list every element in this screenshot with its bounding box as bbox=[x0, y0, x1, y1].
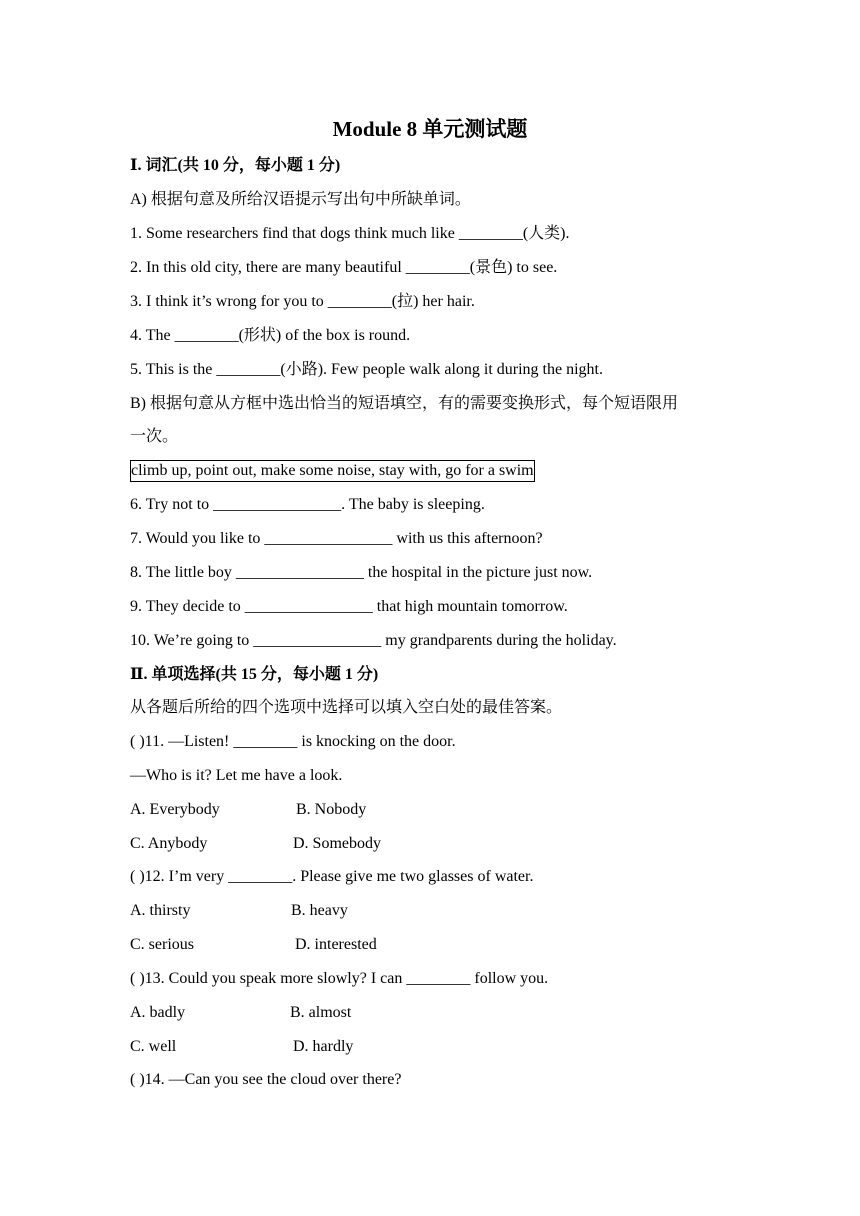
question-12-option-a: A. thirsty bbox=[130, 902, 191, 919]
word-box: climb up, point out, make some noise, stay with, go for a swim bbox=[130, 460, 535, 482]
question-5: 5. This is the ________(小路). Few people walk along it during the night. bbox=[130, 361, 603, 378]
question-13-option-c: C. well bbox=[130, 1038, 177, 1055]
question-2: 2. In this old city, there are many beautiful ________(景色) to see. bbox=[130, 259, 558, 276]
section2-heading: Ⅱ. 单项选择(共 15 分，每小题 1 分) bbox=[130, 666, 379, 683]
question-4: 4. The ________(形状) of the box is round. bbox=[130, 327, 411, 344]
question-12-option-c: C. serious bbox=[130, 936, 194, 953]
question-7: 7. Would you like to ________________ with us this afternoon? bbox=[130, 530, 543, 547]
question-8: 8. The little boy ________________ the hospital in the picture just now. bbox=[130, 564, 593, 581]
section1-heading: Ⅰ. 词汇(共 10 分，每小题 1 分) bbox=[130, 157, 341, 174]
question-13-stem: ( )13. Could you speak more slowly? I can ________ follow you. bbox=[130, 970, 549, 987]
page-title: Module 8 单元测试题 bbox=[332, 117, 528, 141]
question-10: 10. We’re going to ________________ my grandparents during the holiday. bbox=[130, 632, 617, 649]
question-13-option-b: B. almost bbox=[290, 1004, 352, 1021]
question-11-option-b: B. Nobody bbox=[296, 801, 367, 818]
question-13-option-d: D. hardly bbox=[293, 1038, 354, 1055]
question-12-option-d: D. interested bbox=[295, 936, 377, 953]
question-1: 1. Some researchers find that dogs think much like ________(人类). bbox=[130, 225, 570, 242]
section1-partB-instruction: B) 根据句意从方框中选出恰当的短语填空，有的需要变换形式，每个短语限用 bbox=[130, 395, 679, 412]
question-9: 9. They decide to ________________ that high mountain tomorrow. bbox=[130, 598, 568, 615]
question-3: 3. I think it’s wrong for you to ________(拉) her hair. bbox=[130, 293, 475, 310]
question-11-option-a: A. Everybody bbox=[130, 801, 220, 818]
section1-partB-instruction-cont: 一次。 bbox=[130, 428, 179, 445]
question-11-option-c: C. Anybody bbox=[130, 835, 208, 852]
question-6: 6. Try not to ________________. The baby is sleeping. bbox=[130, 496, 485, 513]
question-12-option-b: B. heavy bbox=[291, 902, 348, 919]
question-12-stem: ( )12. I’m very ________. Please give me two glasses of water. bbox=[130, 868, 534, 885]
question-13-option-a: A. badly bbox=[130, 1004, 186, 1021]
section1-partA-instruction: A) 根据句意及所给汉语提示写出句中所缺单词。 bbox=[130, 191, 471, 208]
question-11-dialogue: —Who is it? Let me have a look. bbox=[130, 767, 343, 784]
question-14-stem: ( )14. —Can you see the cloud over there? bbox=[130, 1071, 402, 1088]
section2-instruction: 从各题后所给的四个选项中选择可以填入空白处的最佳答案。 bbox=[130, 699, 563, 716]
question-11-stem: ( )11. —Listen! ________ is knocking on the door. bbox=[130, 733, 456, 750]
question-11-option-d: D. Somebody bbox=[293, 835, 381, 852]
